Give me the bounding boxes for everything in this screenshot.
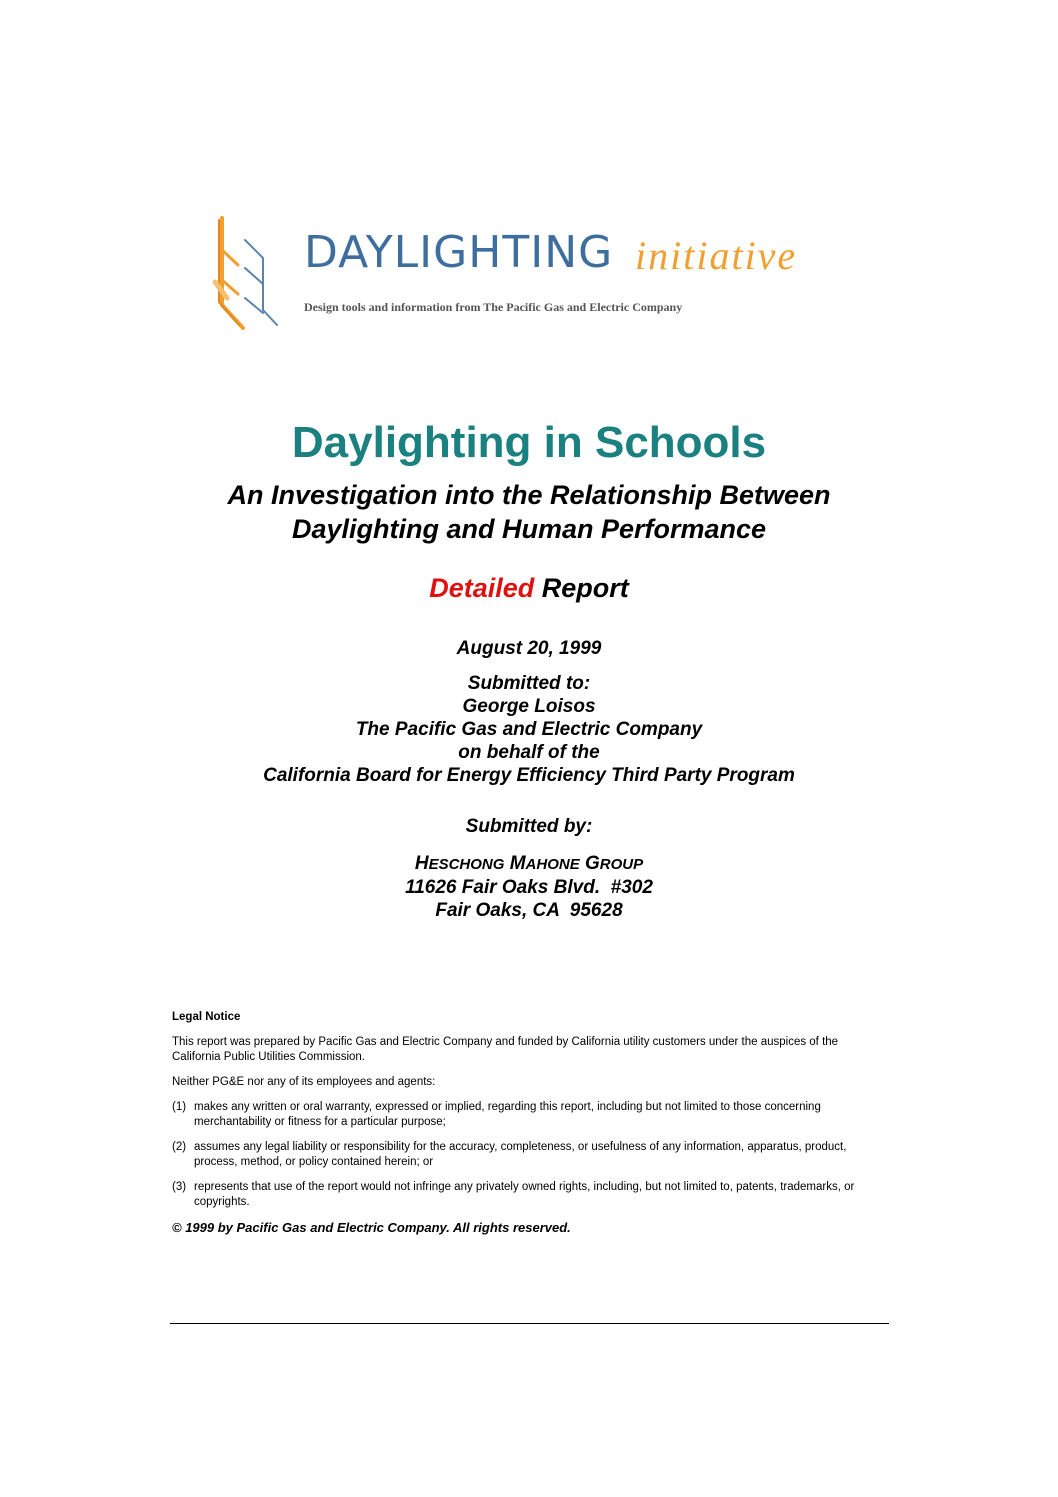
submitted-to-name: George Loisos — [462, 696, 596, 717]
subtitle-line-1: An Investigation into the Relationship Between — [227, 480, 831, 510]
submitted-to-label: Submitted to: — [467, 673, 591, 694]
submitted-by-label: Submitted by: — [465, 816, 593, 837]
firm-address-2: Fair Oaks, CA 95628 — [435, 900, 623, 921]
report-title: Daylighting in Schools — [291, 418, 767, 467]
report-type — [0, 573, 1058, 604]
report-subtitle — [0, 478, 1058, 546]
submitted-by-block — [0, 852, 1058, 922]
logo-tagline: Design tools and information from The Pacific Gas and Electric Company — [304, 300, 683, 314]
copyright-notice: © 1999 by Pacific Gas and Electric Company. All rights reserved. — [172, 1220, 571, 1235]
firm-name — [0, 852, 1058, 876]
report-type-rest: Report — [534, 573, 629, 603]
submitted-to-org: The Pacific Gas and Electric Company — [355, 719, 703, 740]
firm-initial-1: H — [414, 853, 429, 874]
subtitle-line-2: Daylighting and Human Performance — [291, 514, 767, 544]
legal-item-number: (3) — [172, 1181, 187, 1193]
submitted-to-program: California Board for Energy Efficiency Third Party Program — [263, 765, 795, 786]
submitted-to-behalf: on behalf of the — [458, 742, 600, 763]
legal-item-text: assumes any legal liability or responsibility for the accuracy, completeness, or usefulness of any information, apparatus, product, process, method, or policy contained herein; or — [194, 1141, 847, 1168]
legal-item — [172, 1180, 872, 1210]
firm-word-1: ESCHONG — [428, 856, 505, 873]
legal-heading: Legal Notice — [172, 1011, 241, 1023]
legal-item-number: (2) — [172, 1141, 187, 1153]
legal-item — [172, 1140, 872, 1170]
daylighting-initiative-logo — [205, 210, 845, 340]
legal-para-2: Neither PG&E nor any of its employees and agents: — [172, 1076, 436, 1088]
legal-item — [172, 1100, 872, 1130]
firm-word-3: ROUP — [599, 856, 644, 873]
legal-item-text: makes any written or oral warranty, expressed or implied, regarding this report, including but not limited to those concerning merchantability or fitness for a particular purpose; — [194, 1101, 821, 1128]
firm-initial-3: G — [585, 853, 600, 874]
firm-initial-2: M — [509, 853, 526, 874]
firm-address-1: 11626 Fair Oaks Blvd. #302 — [405, 877, 653, 898]
footer-divider — [170, 1323, 889, 1324]
report-date: August 20, 1999 — [456, 638, 602, 659]
legal-item-text: represents that use of the report would not infringe any privately owned rights, including, but not limited to, patents, trademarks, or copyrights. — [194, 1181, 855, 1208]
legal-para-1: This report was prepared by Pacific Gas and Electric Company and funded by California utility customers under the auspices of the California Public Utilities Commission. — [172, 1036, 839, 1063]
logo-word-daylighting: DAYLIGHTING — [304, 227, 614, 278]
legal-notice — [172, 1010, 872, 1235]
submitted-to-block — [0, 672, 1058, 787]
logo-word-initiative: initiative — [635, 233, 798, 278]
report-type-highlight: Detailed — [429, 573, 535, 603]
daylighting-initiative-mark-icon — [205, 210, 285, 335]
legal-item-number: (1) — [172, 1101, 187, 1113]
firm-word-2: AHONE — [525, 856, 580, 873]
